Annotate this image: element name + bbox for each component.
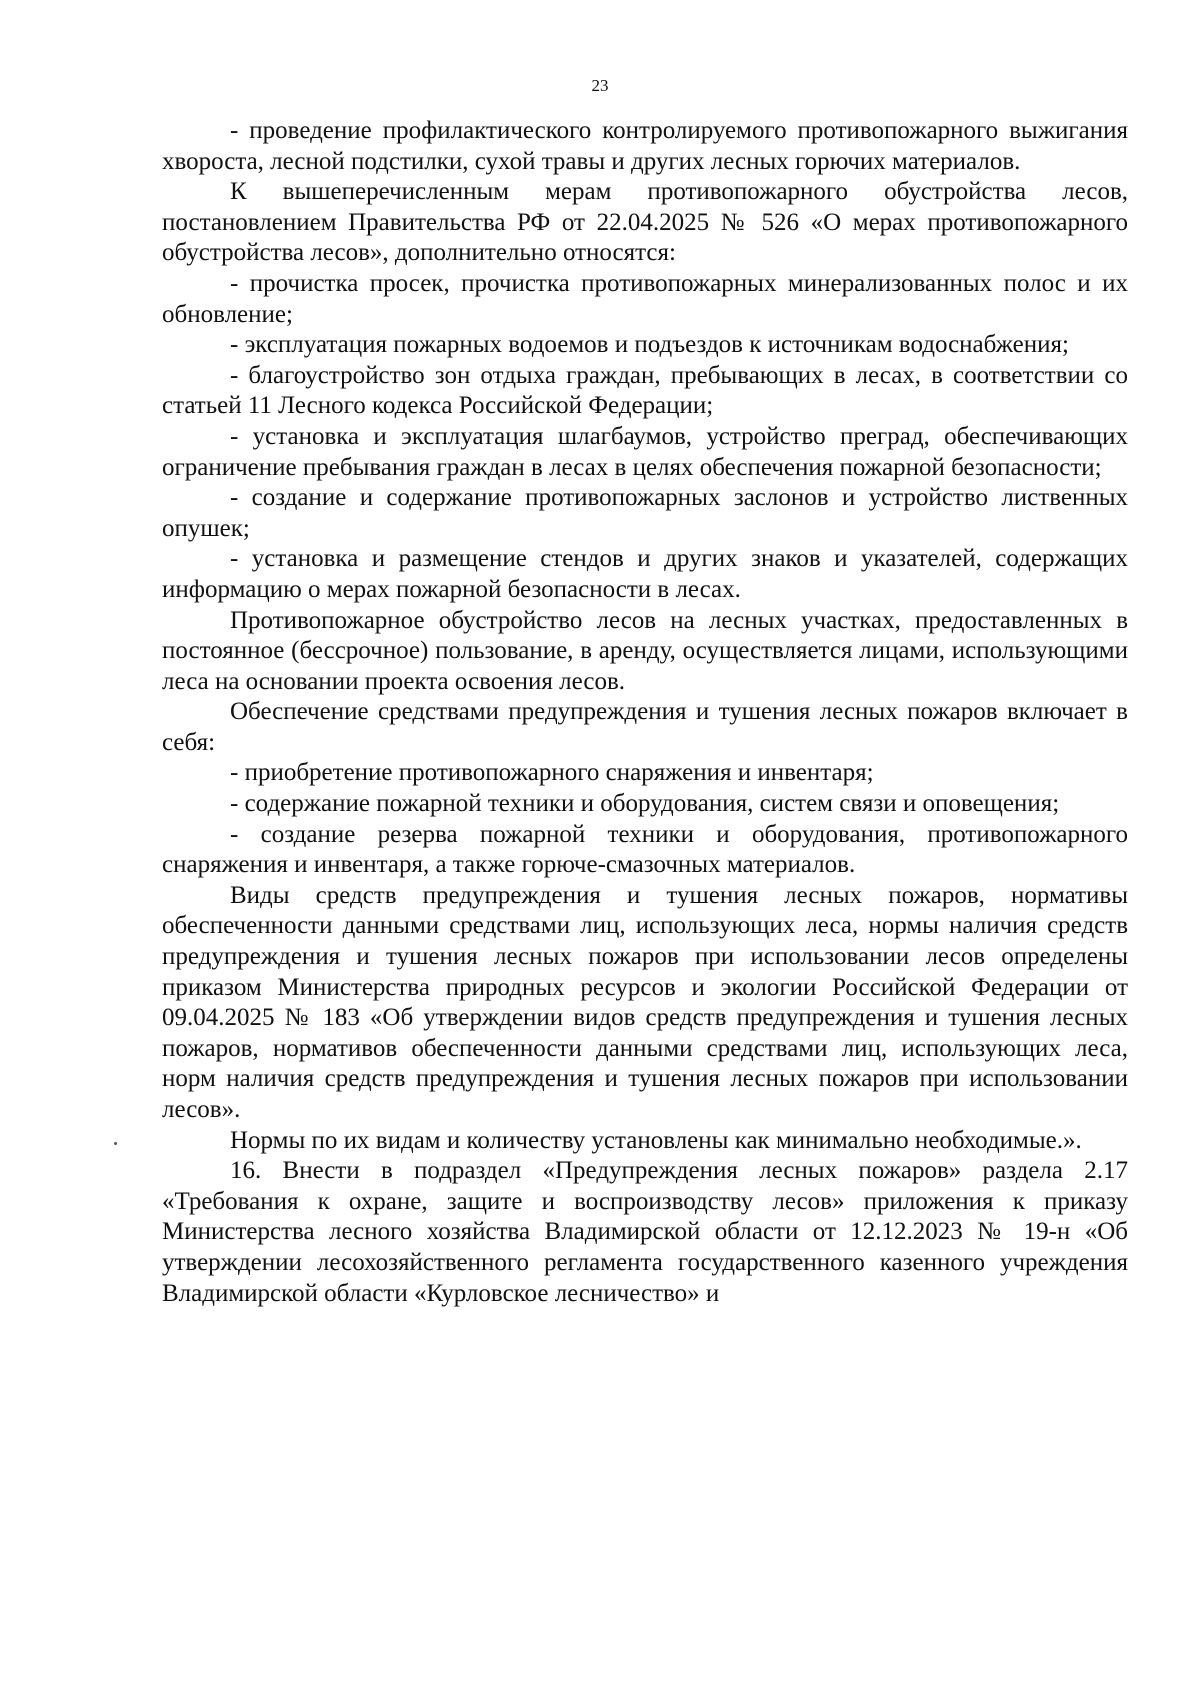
list-item-reserve: - создание резерва пожарной техники и оборудования, противопожарного снаряжения и инвентаря, а также горюче-смазочных материалов. [162, 820, 1128, 879]
list-item-water-bodies: - эксплуатация пожарных водоемов и подъездов к источникам водоснабжения; [230, 331, 1069, 359]
list-item-equipment-purchase: - приобретение противопожарного снаряжения и инвентаря; [230, 759, 874, 787]
margin-dot [114, 1142, 117, 1145]
list-item-recreation-zones: - благоустройство зон отдыха граждан, пребывающих в лесах, в соответствии со статьей 11 Лесного кодекса Российской Федерации; [162, 361, 1128, 420]
paragraph-ministry-order: Виды средств предупреждения и тушения лесных пожаров, нормативы обеспеченности данными средствами лиц, использующих леса, нормы наличия средств предупреждения и тушения лесных пожаров при использовании лесов определены приказом Министерства природных ресурсов и экологии Российской Федерации от 09.04.2025 № 183 «Об утверждении видов средств предупреждения и тушения лесных пожаров, нормативов обеспеченности данными средствами лиц, использующих леса, норм наличия средств предупреждения и тушения лесных пожаров при использовании лесов». [162, 881, 1128, 1123]
list-item-signs: - установка и размещение стендов и других знаков и указателей, содержащих информацию о мерах пожарной безопасности в лесах. [162, 545, 1128, 603]
paragraph-controlled-burning: - проведение профилактического контролируемого противопожарного выжигания хвороста, лесной подстилки, сухой травы и других лесных горючих материалов. [162, 117, 1128, 175]
list-item-equipment-maintenance: - содержание пожарной техники и оборудования, систем связи и оповещения; [230, 790, 1060, 818]
list-item-fire-screens: - создание и содержание противопожарных заслонов и устройство лиственных опушек; [162, 484, 1128, 542]
paragraph-forest-plots: Противопожарное обустройство лесов на лесных участках, предоставленных в постоянное (бессрочное) пользование, в аренду, осуществляется лицами, использующими леса на основании проекта освоения лесов. [162, 606, 1128, 695]
paragraph-norms: Нормы по их видам и количеству установлены как минимально необходимые.». [230, 1126, 1082, 1154]
list-item-clearing: - прочистка просек, прочистка противопожарных минерализованных полос и их обновление; [162, 269, 1128, 328]
page-number: 23 [591, 76, 609, 95]
paragraph-means-provision: Обеспечение средствами предупреждения и тушения лесных пожаров включает в себя: [162, 698, 1128, 756]
paragraph-additional-measures-intro: К вышеперечисленным мерам противопожарного обустройства лесов, постановлением Правительства РФ от 22.04.2025 № 526 «О мерах противопожарного обустройства лесов», дополнительно относятся: [162, 178, 1128, 267]
paragraph-item-16: 16. Внести в подраздел «Предупреждения лесных пожаров» раздела 2.17 «Требования к охране, защите и воспроизводству лесов» приложения к приказу Министерства лесного хозяйства Владимирской области от 12.12.2023 № 19-н «Об утверждении лесохозяйственного регламента государственного казенного учреждения Владимирской области «Курловское лесничество» и [162, 1157, 1128, 1307]
list-item-barriers: - установка и эксплуатация шлагбаумов, устройство преград, обеспечивающих ограничение пребывания граждан в лесах в целях обеспечения пожарной безопасности; [162, 422, 1128, 481]
document-body [162, 116, 1128, 1309]
